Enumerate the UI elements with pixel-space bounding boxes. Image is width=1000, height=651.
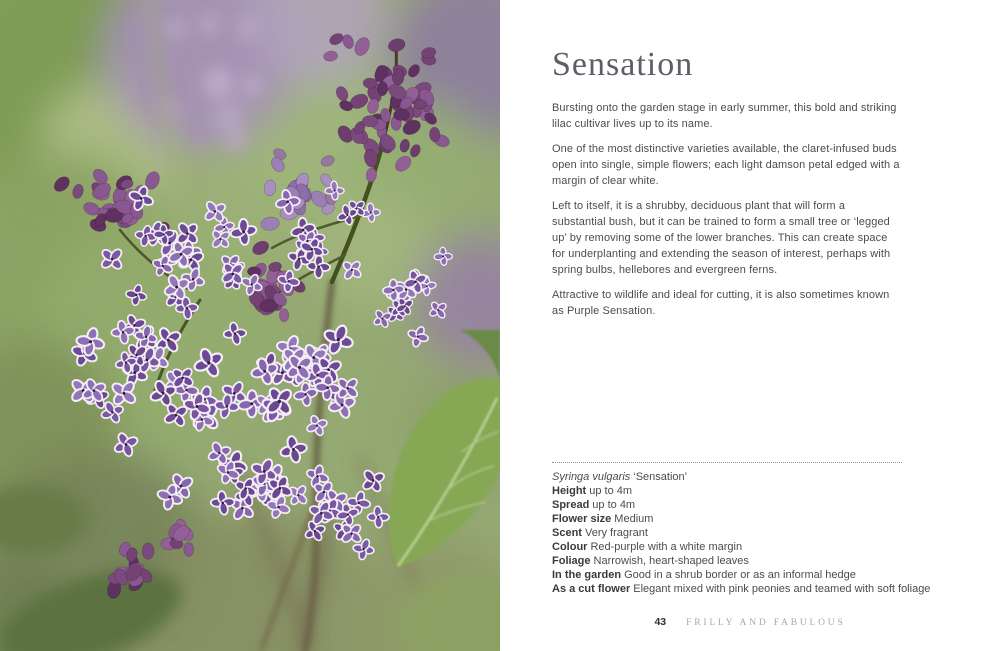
spec-panel <box>552 462 931 596</box>
section-title: FRILLY AND FABULOUS <box>686 618 846 628</box>
spec-value: Elegant mixed with pink peonies and teamed with soft foliage <box>633 583 931 595</box>
spec-row <box>552 582 931 596</box>
spec-label: In the garden <box>552 569 622 581</box>
spec-row <box>552 526 902 540</box>
paragraph: One of the most distinctive varieties available, the claret-infused buds open into single, simple flowers; each light damson petal edged with a margin of clear white. <box>552 143 900 187</box>
spec-row <box>552 568 902 582</box>
spec-row <box>552 498 902 512</box>
botanical-species: Syringa vulgaris <box>552 471 631 483</box>
spec-value: Good in a shrub border or as an informal hedge <box>624 569 856 581</box>
spec-label: Flower size <box>552 513 612 525</box>
spec-label: Spread <box>552 499 590 511</box>
paragraph: Attractive to wildlife and ideal for cutting, it is also sometimes known as Purple Sensation. <box>552 289 890 317</box>
spec-row <box>552 484 902 498</box>
text-page <box>500 0 1000 651</box>
spec-label: Scent <box>552 527 582 539</box>
spec-label: Height <box>552 485 587 497</box>
spec-value: Narrowish, heart-shaped leaves <box>593 555 749 567</box>
spec-list <box>552 484 931 596</box>
spec-label: As a cut flower <box>552 583 631 595</box>
spec-value: Red-purple with a white margin <box>590 541 743 553</box>
spec-value: Very fragrant <box>584 527 648 539</box>
spec-value: up to 4m <box>589 485 633 497</box>
spec-row <box>552 540 902 554</box>
spec-value: Medium <box>614 513 654 525</box>
botanical-cultivar: ‘Sensation’ <box>633 471 688 483</box>
page-title: Sensation <box>552 46 694 83</box>
body-text <box>552 100 900 328</box>
spec-label: Colour <box>552 541 588 553</box>
spec-row <box>552 554 902 568</box>
page-footer <box>500 616 1000 628</box>
spec-row <box>552 512 902 526</box>
spec-label: Foliage <box>552 555 591 567</box>
botanical-name <box>552 470 902 484</box>
spec-value: up to 4m <box>592 499 636 511</box>
paragraph: Bursting onto the garden stage in early summer, this bold and striking lilac cultivar lives up to its name. <box>552 102 897 130</box>
paragraph: Left to itself, it is a shrubby, deciduous plant that will form a substantial bush, but it can be trained to form a small tree or ‘legged up’ by removing some of the lower branches. This can create space for underplanting and extending the season of interest, perhaps with spring bulbs, hellebores and evergreen ferns. <box>552 200 891 276</box>
page-number: 43 <box>654 616 667 628</box>
